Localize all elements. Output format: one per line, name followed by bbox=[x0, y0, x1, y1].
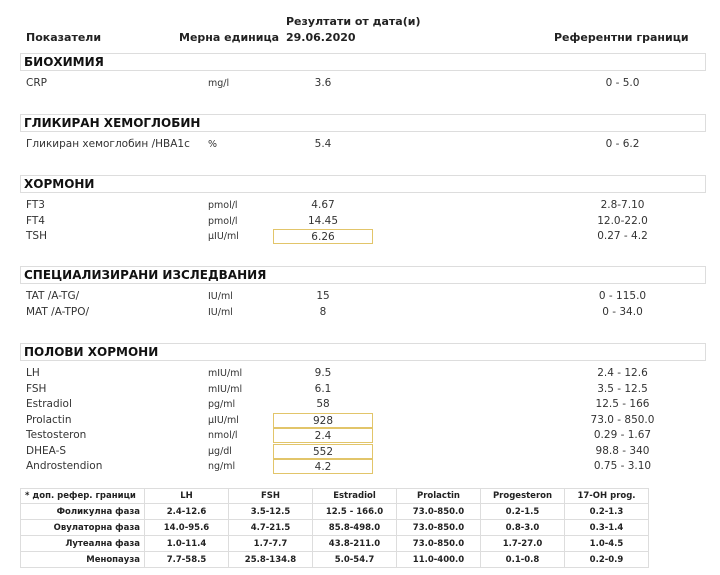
phase-label: Лутеална фаза bbox=[20, 536, 145, 552]
additional-reference-table bbox=[20, 488, 649, 568]
result-row bbox=[0, 76, 720, 91]
result-row bbox=[0, 198, 720, 213]
test-name: Prolactin bbox=[26, 413, 72, 426]
test-reference: 0 - 6.2 bbox=[605, 138, 640, 150]
section-header: ГЛИКИРАН ХЕМОГЛОБИН bbox=[20, 114, 706, 132]
test-name: FT4 bbox=[26, 214, 45, 227]
test-unit: ng/ml bbox=[208, 461, 236, 472]
test-unit: pmol/l bbox=[208, 200, 238, 211]
column-header: Estradiol bbox=[313, 488, 397, 504]
test-name: Testosteron bbox=[26, 429, 87, 441]
reference-cell: 7.7-58.5 bbox=[145, 552, 229, 568]
result-row bbox=[0, 214, 720, 229]
test-name: Androstendion bbox=[26, 460, 103, 472]
section-header: ПОЛОВИ ХОРМОНИ bbox=[20, 343, 706, 361]
test-value: 6.26 bbox=[273, 229, 373, 244]
reference-row bbox=[20, 520, 649, 536]
result-row bbox=[0, 366, 720, 381]
test-name: CRP bbox=[26, 77, 47, 89]
phase-label: Менопауза bbox=[20, 552, 145, 568]
test-reference: 0.27 - 4.2 bbox=[597, 230, 648, 242]
reference-cell: 1.0-11.4 bbox=[145, 536, 229, 552]
reference-header-row bbox=[20, 488, 649, 504]
test-unit: µIU/ml bbox=[208, 414, 239, 426]
test-reference: 3.5 - 12.5 bbox=[597, 382, 648, 395]
section-header: ХОРМОНИ bbox=[20, 175, 706, 193]
reference-cell: 73.0-850.0 bbox=[397, 520, 481, 536]
test-unit: % bbox=[208, 139, 218, 150]
test-name: Гликиран хемоглобин /HBA1c bbox=[26, 138, 190, 150]
result-row bbox=[0, 289, 720, 304]
test-unit: mIU/ml bbox=[208, 383, 243, 395]
test-value: 4.67 bbox=[311, 199, 335, 211]
test-reference: 98.8 - 340 bbox=[595, 444, 650, 457]
test-value: 58 bbox=[316, 398, 330, 410]
result-row bbox=[0, 137, 720, 152]
test-reference: 2.4 - 12.6 bbox=[597, 367, 648, 379]
reference-cell: 2.4-12.6 bbox=[145, 504, 229, 520]
column-header: Progesteron bbox=[481, 488, 565, 504]
reference-row bbox=[20, 536, 649, 552]
result-row bbox=[0, 305, 720, 320]
test-reference: 0.75 - 3.10 bbox=[593, 460, 652, 472]
reference-cell: 1.7-27.0 bbox=[481, 536, 565, 552]
section-header: БИОХИМИЯ bbox=[20, 53, 706, 71]
test-unit: µg/dl bbox=[208, 445, 232, 457]
column-header: LH bbox=[145, 488, 229, 504]
test-reference: 0 - 34.0 bbox=[602, 305, 643, 318]
test-reference: 0 - 115.0 bbox=[598, 290, 647, 302]
test-value: 6.1 bbox=[314, 382, 332, 395]
test-reference: 12.0-22.0 bbox=[597, 214, 648, 227]
reference-cell: 11.0-400.0 bbox=[397, 552, 481, 568]
test-name: DHEA-S bbox=[26, 444, 67, 457]
test-value: 5.4 bbox=[314, 138, 332, 150]
reference-cell: 5.0-54.7 bbox=[313, 552, 397, 568]
test-name: LH bbox=[26, 367, 40, 379]
reference-row bbox=[20, 552, 649, 568]
reference-cell: 0.2-1.5 bbox=[481, 504, 565, 520]
reference-cell: 0.3-1.4 bbox=[565, 520, 649, 536]
test-value: 2.4 bbox=[273, 428, 373, 443]
reference-row bbox=[20, 504, 649, 520]
result-row bbox=[0, 428, 720, 443]
reference-cell: 43.8-211.0 bbox=[313, 536, 397, 552]
test-reference: 2.8-7.10 bbox=[600, 199, 645, 211]
reference-cell: 3.5-12.5 bbox=[229, 504, 313, 520]
test-name: TSH bbox=[26, 230, 47, 242]
reference-cell: 85.8-498.0 bbox=[313, 520, 397, 536]
test-unit: µIU/ml bbox=[208, 231, 239, 242]
test-name: MAT /A-TPO/ bbox=[26, 305, 90, 318]
test-unit: mg/l bbox=[208, 78, 230, 89]
result-row bbox=[0, 382, 720, 397]
test-value: 552 bbox=[273, 444, 373, 459]
reference-cell: 0.1-0.8 bbox=[481, 552, 565, 568]
result-date: 29.06.2020 bbox=[286, 31, 356, 44]
reference-cell: 0.2-1.3 bbox=[565, 504, 649, 520]
result-row bbox=[0, 459, 720, 474]
test-value: 9.5 bbox=[314, 367, 332, 379]
test-unit: mIU/ml bbox=[208, 368, 243, 379]
test-reference: 73.0 - 850.0 bbox=[590, 413, 655, 426]
test-unit: IU/ml bbox=[208, 306, 233, 318]
reference-cell: 1.0-4.5 bbox=[565, 536, 649, 552]
result-row bbox=[0, 397, 720, 412]
test-name: TAT /A-TG/ bbox=[26, 290, 80, 302]
col-header-reference: Референтни граници bbox=[554, 31, 689, 44]
reference-cell: 4.7-21.5 bbox=[229, 520, 313, 536]
test-reference: 0.29 - 1.67 bbox=[593, 429, 652, 441]
test-value: 8 bbox=[319, 305, 327, 318]
column-header: Prolactin bbox=[397, 488, 481, 504]
reference-cell: 12.5 - 166.0 bbox=[313, 504, 397, 520]
reference-cell: 0.8-3.0 bbox=[481, 520, 565, 536]
result-row bbox=[0, 444, 720, 459]
reference-cell: 1.7-7.7 bbox=[229, 536, 313, 552]
test-reference: 12.5 - 166 bbox=[595, 398, 650, 410]
column-header: FSH bbox=[229, 488, 313, 504]
col-header-indicators: Показатели bbox=[26, 31, 102, 44]
phase-label: Фоликулна фаза bbox=[20, 504, 145, 520]
test-unit: pg/ml bbox=[208, 399, 236, 410]
test-name: FSH bbox=[26, 382, 47, 395]
reference-cell: 73.0-850.0 bbox=[397, 504, 481, 520]
section-header: СПЕЦИАЛИЗИРАНИ ИЗСЛЕДВАНИЯ bbox=[20, 266, 706, 284]
test-unit: pmol/l bbox=[208, 215, 238, 227]
test-unit: IU/ml bbox=[208, 291, 233, 302]
test-reference: 0 - 5.0 bbox=[605, 77, 640, 89]
test-value: 14.45 bbox=[307, 214, 339, 227]
test-name: Estradiol bbox=[26, 398, 72, 410]
column-header: * доп. рефер. граници bbox=[20, 488, 145, 504]
test-value: 928 bbox=[273, 413, 373, 428]
result-row bbox=[0, 229, 720, 244]
reference-cell: 73.0-850.0 bbox=[397, 536, 481, 552]
result-row bbox=[0, 413, 720, 428]
reference-cell: 0.2-0.9 bbox=[565, 552, 649, 568]
reference-cell: 25.8-134.8 bbox=[229, 552, 313, 568]
column-header: 17-OH prog. bbox=[565, 488, 649, 504]
col-header-results: Резултати от дата(и) bbox=[286, 15, 421, 28]
reference-cell: 14.0-95.6 bbox=[145, 520, 229, 536]
test-value: 4.2 bbox=[273, 459, 373, 474]
col-header-unit: Мерна единица bbox=[179, 31, 280, 44]
test-value: 15 bbox=[316, 290, 330, 302]
test-name: FT3 bbox=[26, 199, 45, 211]
test-value: 3.6 bbox=[314, 77, 332, 89]
phase-label: Овулаторна фаза bbox=[20, 520, 145, 536]
test-unit: nmol/l bbox=[208, 430, 238, 441]
